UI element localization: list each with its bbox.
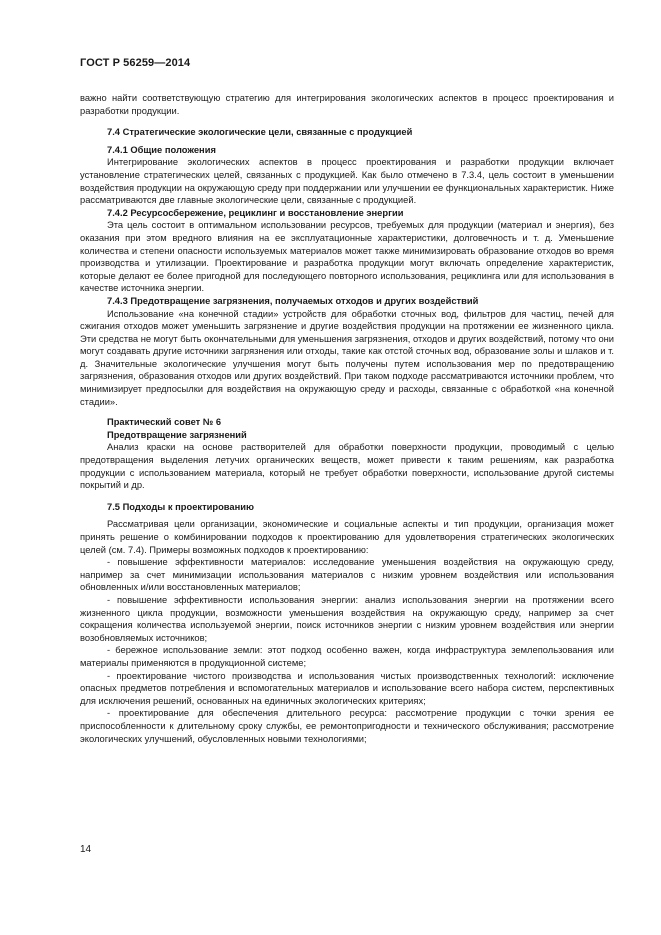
page-content bbox=[80, 92, 614, 745]
list-item: - проектирование для обеспечения длительного ресурса: рассмотрение продукции с точки зрения ее приспособленности к длительному сроку службы, ее ремонтопригодности и технического обслуживания; рассмотрение экологических улучшений, обусловленных новыми технологиями; bbox=[80, 708, 614, 744]
section-7-4-2-heading: 7.4.2 Ресурсосбережение, рециклинг и восстановление энергии bbox=[107, 207, 404, 218]
section-7-4-1-heading: 7.4.1 Общие положения bbox=[107, 144, 216, 155]
practical-tip-text: Анализ краски на основе растворителей для обработки поверхности продукции, проводимый с целью предотвращения выделения летучих органических веществ, может привести к таким решениям, как разработка продукции с использованием материала, который не требует обработки поверхности, использование другой системы покрытий и др. bbox=[80, 442, 614, 491]
section-7-4-3-text: Использование «на конечной стадии» устройств для обработки сточных вод, фильтров для частиц, печей для сжигания отходов может уменьшить загрязнение и другие воздействия продукции на протяжении ее жизненного цикла. Эти средства не могут быть окончательными для уменьшения загрязнения, отходов и других воздействий, потому что они могут создавать другие источники загрязнения или отходы, такие как отстой сточных вод, образование золы и шлаков и т. д. Значительные экологические улучшения могут быть получены путем использования мер по предотвращению загрязнения, образования отходов или других воздействий. При таком подходе рассматриваются источники проблем, что минимизирует предпосылки для воздействия на окружающую среду и расходы, связанные с обработкой «на конечной стадии». bbox=[80, 308, 615, 407]
standard-header: ГОСТ Р 56259—2014 bbox=[80, 57, 191, 69]
section-7-4-1-text: Интегрирование экологических аспектов в процесс проектирования и разработки продукции включает установление стратегических целей, связанных с продукцией. Как было отмечено в 7.3.4, цель состоит в уменьшении воздействия продукции на окружающую среду при поддержании или улучшении ее функциональных характеристик. Ниже рассматриваются две главные экологические цели, связанные с продукцией. bbox=[80, 157, 614, 206]
spacer bbox=[80, 408, 614, 416]
practical-tip-subheading: Предотвращение загрязнений bbox=[107, 429, 247, 440]
list-item: - повышение эффективности использования энергии: анализ использования энергии на протяжении всего жизненного цикла продукции, возможности уменьшения воздействия на окружающую среду, например за счет сокращения количества используемой энергии, поиск источников энергии с низким уровнем воздействия или энергии возобновляемых источников; bbox=[80, 594, 614, 643]
section-7-5-text: Рассматривая цели организации, экономические и социальные аспекты и тип продукции, организация может принять решение о комбинировании подходов к проектированию для удовлетворения стратегических экологических целей (см. 7.4). Примеры возможных подходов к проектированию: bbox=[80, 519, 614, 555]
list-item: - повышение эффективности материалов: исследование уменьшения воздействия на окружающую среду, например за счет минимизации использования материалов с низким уровнем воздействия или использования обновленных и/или восстановленных материалов; bbox=[80, 557, 614, 593]
section-7-4-heading: 7.4 Стратегические экологические цели, связанные с продукцией bbox=[107, 127, 413, 138]
list-item: - проектирование чистого производства и использования чистых производственных технологий: исключение опасных предметов потребления и вспомогательных материалов и использование всего набора систем, перспективных для исключения решений, основанных на единичных экологических критериях; bbox=[80, 670, 614, 706]
intro-paragraph: важно найти соответствующую стратегию для интегрирования экологических аспектов в процесс проектирования и разработки продукции. bbox=[80, 93, 614, 116]
page-number: 14 bbox=[80, 844, 92, 855]
section-7-4-2-text: Эта цель состоит в оптимальном использовании ресурсов, требуемых для продукции (материал и энергия), без оказания при этом вредного влияния на ее эксплуатационные характеристики, долговечность и т. д. Уменьшение количества и степени опасности используемых материалов может также минимизировать образование отходов во время производства и утилизации. Проектирование и разработка продукции могут включать определение характеристик, которые делают ее более пригодной для последующего повторного использования, рециклинга или для использования в качестве источника энергии. bbox=[80, 220, 614, 294]
section-7-4-3-heading: 7.4.3 Предотвращение загрязнения, получаемых отходов и других воздействий bbox=[107, 295, 479, 306]
section-7-5-heading: 7.5 Подходы к проектированию bbox=[107, 501, 254, 512]
practical-tip-heading: Практический совет № 6 bbox=[107, 417, 222, 428]
list-item: - бережное использование земли: этот подход особенно важен, когда инфраструктура землепользования или материалы применяются в продукционной системе; bbox=[80, 645, 614, 668]
